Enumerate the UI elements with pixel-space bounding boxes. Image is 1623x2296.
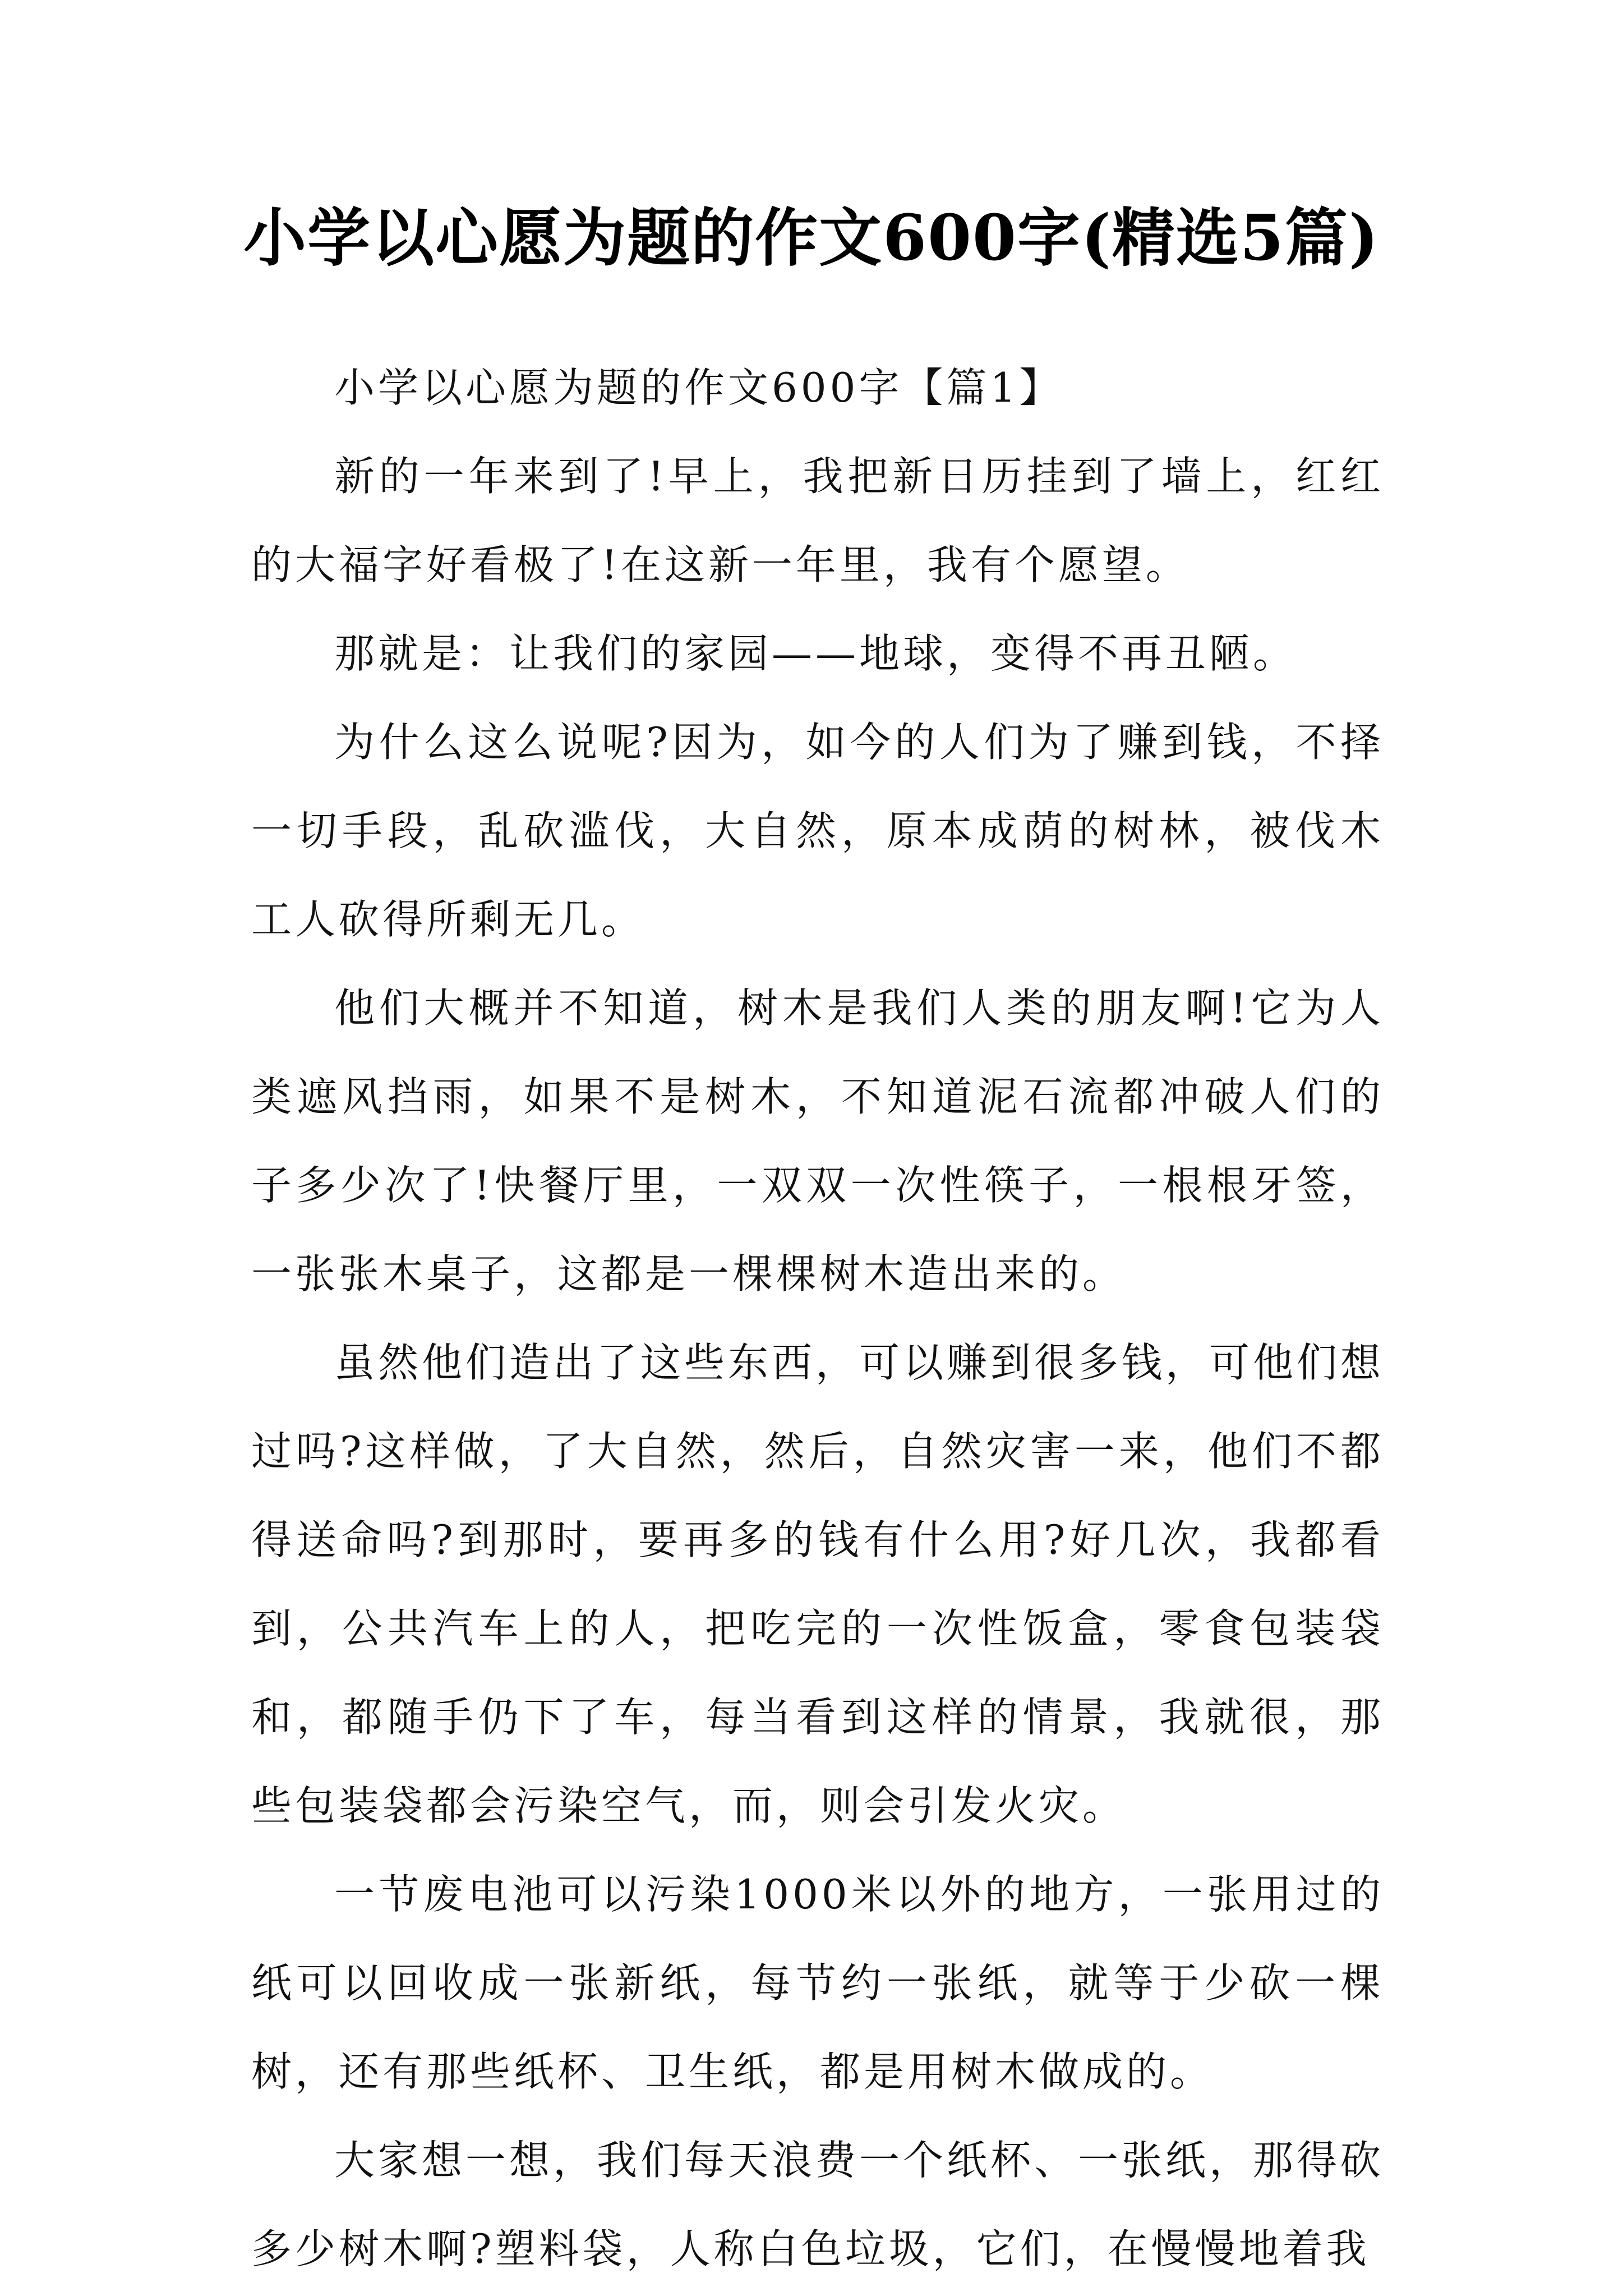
body-paragraph: 虽然他们造出了这些东西，可以赚到很多钱，可他们想过吗?这样做，了大自然，然后，自然灾害一来，他们不都得送命吗?到那时，要再多的钱有什么用?好几次，我都看到，公共汽车上的人，把吃完的一次性饭盒，零食包装袋和，都随手仍下了车，每当看到这样的情景，我就很，那些包装袋都会污染空气，而，则会引发火灾。 [251, 1339, 1385, 1829]
body-paragraph: 为什么这么说呢?因为，如今的人们为了赚到钱，不择一切手段，乱砍滥伐，大自然，原本成荫的树林，被伐木工人砍得所剩无几。 [251, 719, 1384, 943]
section-heading: 小学以心愿为题的作文600字【篇1】 [334, 364, 1063, 411]
body-paragraph: 那就是：让我们的家园——地球，变得不再丑陋。 [334, 630, 1297, 677]
body-paragraph: 大家想一想，我们每天浪费一个纸杯、一张纸，那得砍多少树木啊?塑料袋，人称白色垃圾，它们，在慢慢地着我 [251, 2137, 1385, 2272]
document-body [251, 343, 1384, 2293]
body-paragraph: 一节废电池可以污染1000米以外的地方，一张用过的纸可以回收成一张新纸，每节约一张纸，就等于少砍一棵树，还有那些纸杯、卫生纸，都是用树木做成的。 [251, 1871, 1384, 2095]
body-paragraph: 他们大概并不知道，树木是我们人类的朋友啊!它为人类遮风挡雨，如果不是树木，不知道泥石流都冲破人们的子多少次了!快餐厅里，一双双一次性筷子，一根根牙签，一张张木桌子，这都是一棵棵树木造出来的。 [251, 984, 1384, 1297]
document-title: 小学以心愿为题的作文600字(精选5篇) [243, 201, 1380, 275]
body-paragraph: 新的一年来到了!早上，我把新日历挂到了墙上，红红的大福字好看极了!在这新一年里，我有个愿望。 [251, 453, 1384, 588]
